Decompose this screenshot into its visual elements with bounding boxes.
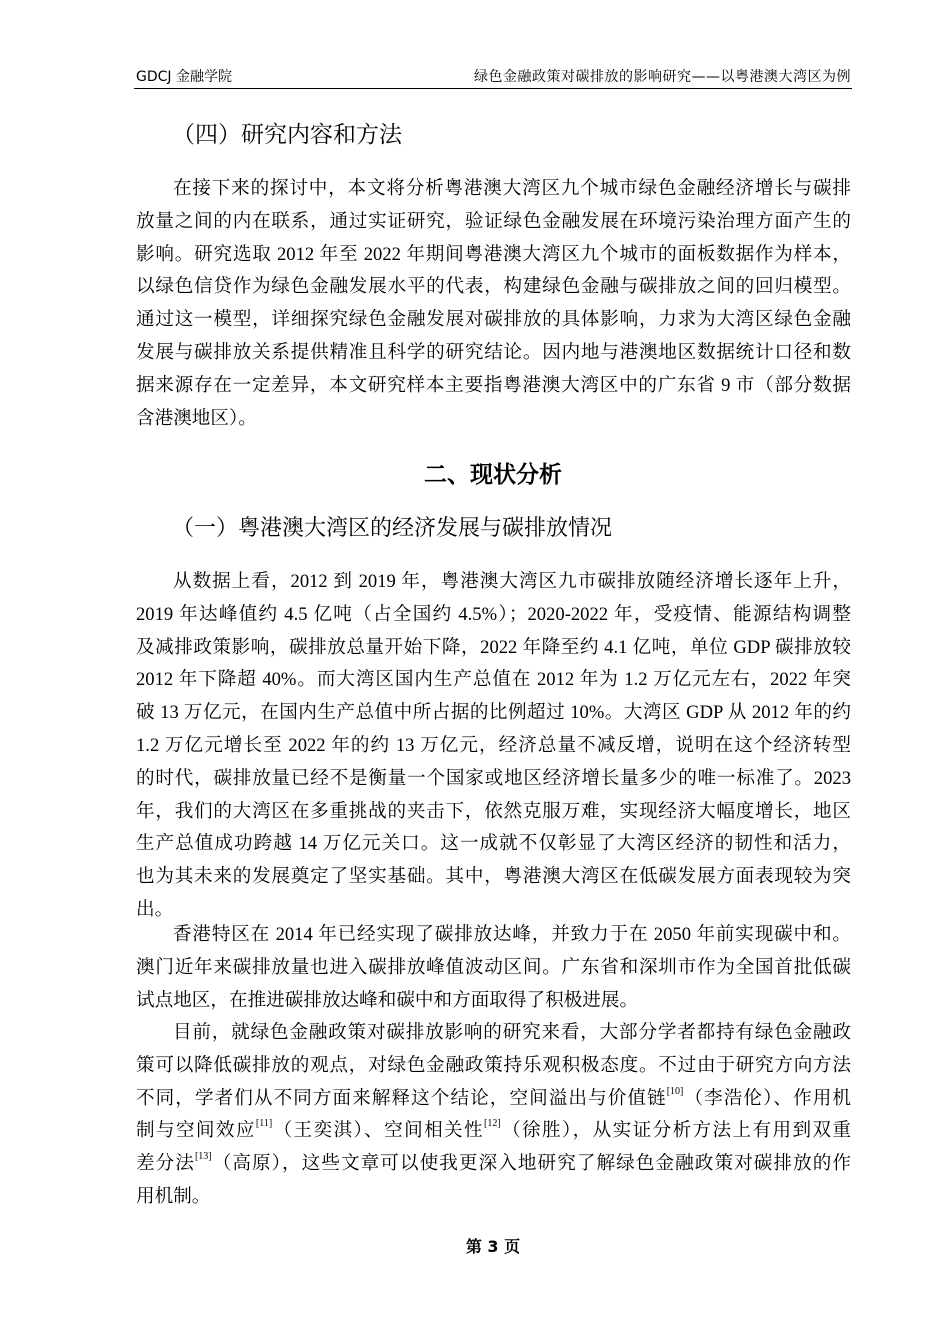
- text-line: 含港澳地区）。: [136, 407, 257, 429]
- text-segment: （高原），这些文章可以使我更深入地研究了解绿色金融政策对碳排放的作: [211, 1153, 851, 1175]
- text-line: 2012 年下降超 40%。而大湾区国内生产总值在 2012 年为 1.2 万亿元左右，2022 年突: [136, 669, 851, 691]
- text-line: 策可以降低碳排放的观点，对绿色金融政策持乐观积极态度。不过由于研究方向方法: [136, 1054, 851, 1076]
- citation-ref-11[interactable]: [11]: [255, 1118, 273, 1130]
- text-line: 放量之间的内在联系，通过实证研究，验证绿色金融发展在环境污染治理方面产生的: [136, 210, 851, 232]
- text-line: 通过这一模型，详细探究绿色金融发展对碳排放的具体影响，力求为大湾区绿色金融: [136, 309, 851, 331]
- citation-ref-10[interactable]: [10]: [666, 1085, 684, 1097]
- text-line: 生产总值成功跨越 14 万亿元关口。这一成就不仅彰显了大湾区经济的韧性和活力，: [136, 833, 851, 855]
- header-rule: [134, 88, 852, 89]
- text-line: 影响。研究选取 2012 年至 2022 年期间粤港澳大湾区九个城市的面板数据作为样本，: [136, 243, 851, 265]
- text-line: 澳门近年来碳排放量也进入碳排放峰值波动区间。广东省和深圳市作为全国首批低碳: [136, 956, 851, 978]
- text-segment: 差分法: [136, 1153, 195, 1175]
- text-line: 年，我们的大湾区在多重挑战的夹击下，依然克服万难，实现经济大幅度增长，地区: [136, 800, 851, 822]
- paragraph-literature: [136, 1017, 851, 1214]
- paragraph-research-content: [136, 173, 851, 435]
- paragraph-hk-macao: [136, 919, 851, 1017]
- citation-ref-13[interactable]: [13]: [194, 1151, 212, 1163]
- text-line: 据来源存在一定差异，本文研究样本主要指粤港澳大湾区中的广东省 9 市（部分数据: [136, 374, 851, 396]
- text-segment: 制与空间效应: [136, 1120, 256, 1142]
- text-line: 2019 年达峰值约 4.5 亿吨（占全国约 4.5%）；2020-2022 年，受疫情、能源结构调整: [136, 603, 851, 625]
- text-line: 用机制。: [136, 1185, 211, 1207]
- section-heading-research-content: （四）研究内容和方法: [172, 122, 402, 148]
- text-line: 试点地区，在推进碳排放达峰和碳中和方面取得了积极进展。: [136, 989, 639, 1011]
- paragraph-data-overview: [136, 566, 851, 927]
- page-number: 第 3 页: [465, 1237, 521, 1256]
- text-line: 香港特区在 2014 年已经实现了碳排放达峰，并致力于在 2050 年前实现碳中和。: [173, 924, 851, 945]
- text-line: 破 13 万亿元，在国内生产总值中所占据的比例超过 10%。大湾区 GDP 从 2012 年的约: [136, 702, 851, 724]
- citation-ref-12[interactable]: [12]: [484, 1118, 501, 1130]
- text-segment: （徐胜），从实证分析方法上有用到双重: [500, 1120, 851, 1142]
- text-line: [136, 1115, 851, 1148]
- text-line: [136, 1148, 851, 1181]
- text-segment: （王奕淇）、空间相关性: [272, 1120, 485, 1142]
- text-line: 也为其未来的发展奠定了坚实基础。其中，粤港澳大湾区在低碳发展方面表现较为突: [136, 866, 851, 888]
- section-heading-economy-emissions: （一）粤港澳大湾区的经济发展与碳排放情况: [172, 516, 613, 541]
- text-line: 出。: [136, 898, 174, 920]
- text-line: 从数据上看，2012 到 2019 年，粤港澳大湾区九市碳排放随经济增长逐年上升，: [173, 571, 851, 592]
- text-line: 在接下来的探讨中，本文将分析粤港澳大湾区九个城市绿色金融经济增长与碳排: [173, 178, 851, 199]
- text-segment: （李浩伦）、作用机: [683, 1087, 851, 1109]
- text-line: 的时代，碳排放量已经不是衡量一个国家或地区经济增长量多少的唯一标准了。2023: [136, 767, 851, 789]
- text-segment: 不同，学者们从不同方面来解释这个结论，空间溢出与价值链: [136, 1087, 667, 1109]
- header-title: 绿色金融政策对碳排放的影响研究——以粤港澳大湾区为例: [474, 69, 851, 85]
- text-line: [136, 1083, 851, 1116]
- header-left: GDCJ 金融学院: [136, 69, 232, 85]
- text-line: 以绿色信贷作为绿色金融发展水平的代表，构建绿色金融与碳排放之间的回归模型。: [136, 276, 851, 298]
- text-line: 目前，就绿色金融政策对碳排放影响的研究来看，大部分学者都持有绿色金融政: [173, 1022, 851, 1043]
- text-line: 及减排政策影响，碳排放总量开始下降，2022 年降至约 4.1 亿吨，单位 GDP 碳排放较: [136, 636, 851, 658]
- text-line: 1.2 万亿元增长至 2022 年的约 13 万亿元，经济总量不减反增，说明在这个经济转型: [136, 734, 851, 756]
- chapter-heading: 二、现状分析: [424, 462, 562, 488]
- text-line: 发展与碳排放关系提供精准且科学的研究结论。因内地与港澳地区数据统计口径和数: [136, 341, 851, 363]
